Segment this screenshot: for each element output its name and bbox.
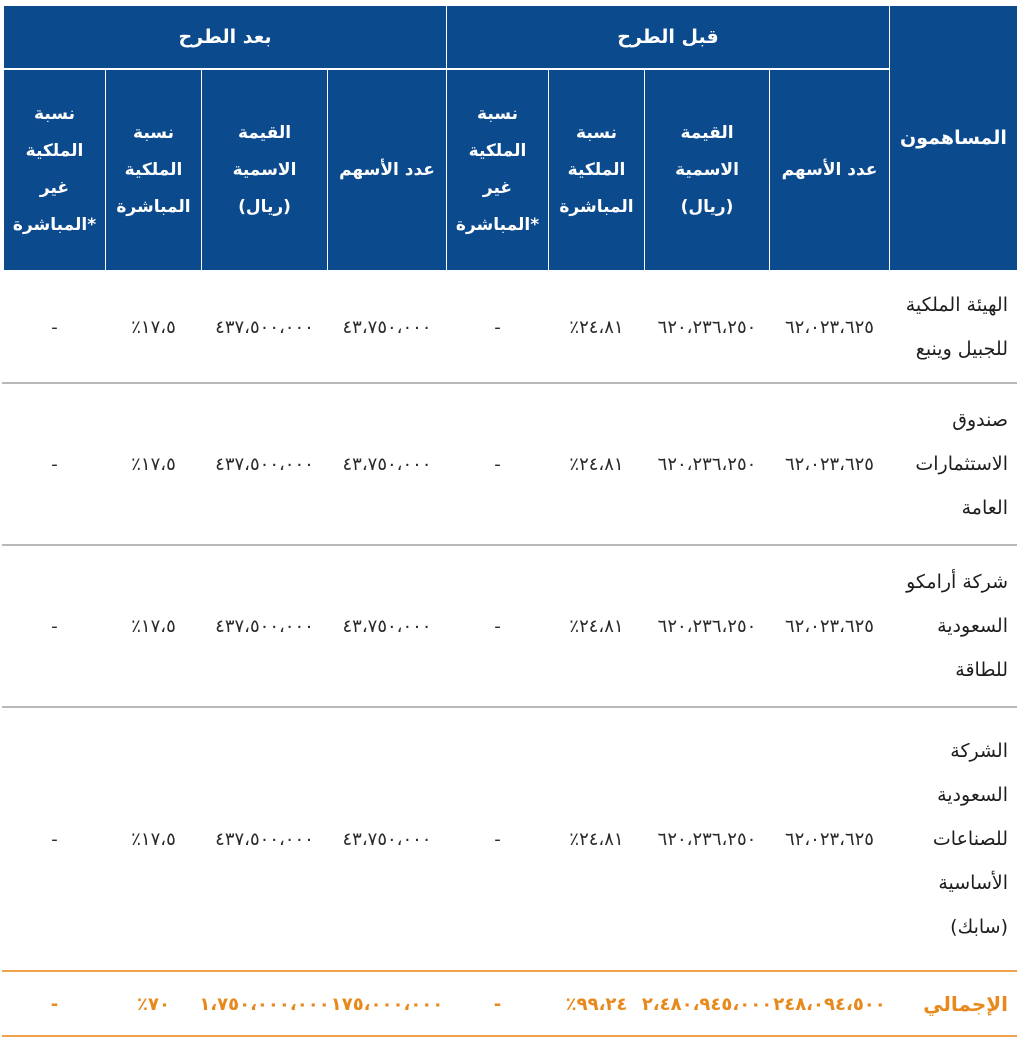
row3-before-indirect: - <box>494 828 501 850</box>
row-name: الشركة السعودية للصناعات الأساسية (سابك) <box>932 740 1008 938</box>
after-col-direct: نسبة الملكية المباشرة <box>106 70 201 270</box>
before-col-shares: عدد الأسهم <box>770 70 889 270</box>
row2-before-shares: ٦٢،٠٢٣،٦٢٥ <box>785 615 874 637</box>
before-col-nominal: القيمة الاسمية (ريال) <box>645 70 769 270</box>
total-before-direct: ٪٩٩،٢٤ <box>565 993 628 1015</box>
row0-after-nominal: ٤٣٧،٥٠٠،٠٠٠ <box>215 316 314 338</box>
total-after-direct: ٪٧٠ <box>137 993 170 1015</box>
row-name: الهيئة الملكية للجبيل وينبع <box>905 294 1008 360</box>
total-after-indirect: - <box>50 993 59 1015</box>
row3-before-nominal: ٦٢٠،٢٣٦،٢٥٠ <box>657 828 757 850</box>
row3-before-direct: ٪٢٤،٨١ <box>569 828 624 850</box>
before-col-direct: نسبة الملكية المباشرة <box>549 70 644 270</box>
row3-after-nominal: ٤٣٧،٥٠٠،٠٠٠ <box>215 828 314 850</box>
row3-after-direct: ٪١٧،٥ <box>131 828 176 850</box>
total-divider-top <box>2 970 1017 972</box>
total-before-indirect: - <box>493 993 502 1015</box>
after-col-nominal: القيمة الاسمية (ريال) <box>202 70 327 270</box>
row0-after-shares: ٤٣،٧٥٠،٠٠٠ <box>342 316 432 338</box>
row0-before-indirect: - <box>494 316 501 338</box>
before-col-indirect: نسبة الملكية غير المباشرة* <box>447 70 548 270</box>
row1-before-direct: ٪٢٤،٨١ <box>569 453 624 475</box>
row2-after-shares: ٤٣،٧٥٠،٠٠٠ <box>342 615 432 637</box>
header-group-before <box>447 6 889 68</box>
row0-before-direct: ٪٢٤،٨١ <box>569 316 624 338</box>
total-label: الإجمالي <box>923 992 1008 1016</box>
row1-after-nominal: ٤٣٧،٥٠٠،٠٠٠ <box>215 453 314 475</box>
row2-after-direct: ٪١٧،٥ <box>131 615 176 637</box>
row0-after-direct: ٪١٧،٥ <box>131 316 176 338</box>
row2-before-nominal: ٦٢٠،٢٣٦،٢٥٠ <box>657 615 757 637</box>
row3-after-indirect: - <box>51 828 58 850</box>
row1-before-shares: ٦٢،٠٢٣،٦٢٥ <box>785 453 874 475</box>
header-group-after <box>4 6 446 68</box>
row3-after-shares: ٤٣،٧٥٠،٠٠٠ <box>342 828 432 850</box>
row3-before-shares: ٦٢،٠٢٣،٦٢٥ <box>785 828 874 850</box>
row1-before-nominal: ٦٢٠،٢٣٦،٢٥٠ <box>657 453 757 475</box>
header-shareholders <box>890 6 1017 270</box>
total-before-nominal: ٢،٤٨٠،٩٤٥،٠٠٠ <box>641 993 773 1015</box>
row2-before-indirect: - <box>494 615 501 637</box>
after-col-shares: عدد الأسهم <box>328 70 446 270</box>
row2-before-direct: ٪٢٤،٨١ <box>569 615 624 637</box>
row-name: صندوق الاستثمارات العامة <box>915 409 1008 519</box>
row1-after-shares: ٤٣،٧٥٠،٠٠٠ <box>342 453 432 475</box>
row1-after-direct: ٪١٧،٥ <box>131 453 176 475</box>
row-name: شركة أرامكو السعودية للطاقة <box>906 571 1008 681</box>
row2-after-nominal: ٤٣٧،٥٠٠،٠٠٠ <box>215 615 314 637</box>
total-before-shares: ٢٤٨،٠٩٤،٥٠٠ <box>773 993 886 1015</box>
total-after-shares: ١٧٥،٠٠٠،٠٠٠ <box>330 993 444 1015</box>
row0-before-shares: ٦٢،٠٢٣،٦٢٥ <box>785 316 874 338</box>
after-offering-label: بعد الطرح <box>178 26 272 48</box>
total-divider-bottom <box>2 1035 1017 1037</box>
before-offering-label: قبل الطرح <box>617 26 719 48</box>
row0-after-indirect: - <box>51 316 58 338</box>
row1-after-indirect: - <box>51 453 58 475</box>
row2-after-indirect: - <box>51 615 58 637</box>
row1-before-indirect: - <box>494 453 501 475</box>
shareholders-label: المساهمون <box>900 127 1007 149</box>
row0-before-nominal: ٦٢٠،٢٣٦،٢٥٠ <box>657 316 757 338</box>
total-after-nominal: ١،٧٥٠،٠٠٠،٠٠٠ <box>199 993 330 1015</box>
after-col-indirect: نسبة الملكية غير المباشرة* <box>4 70 105 270</box>
